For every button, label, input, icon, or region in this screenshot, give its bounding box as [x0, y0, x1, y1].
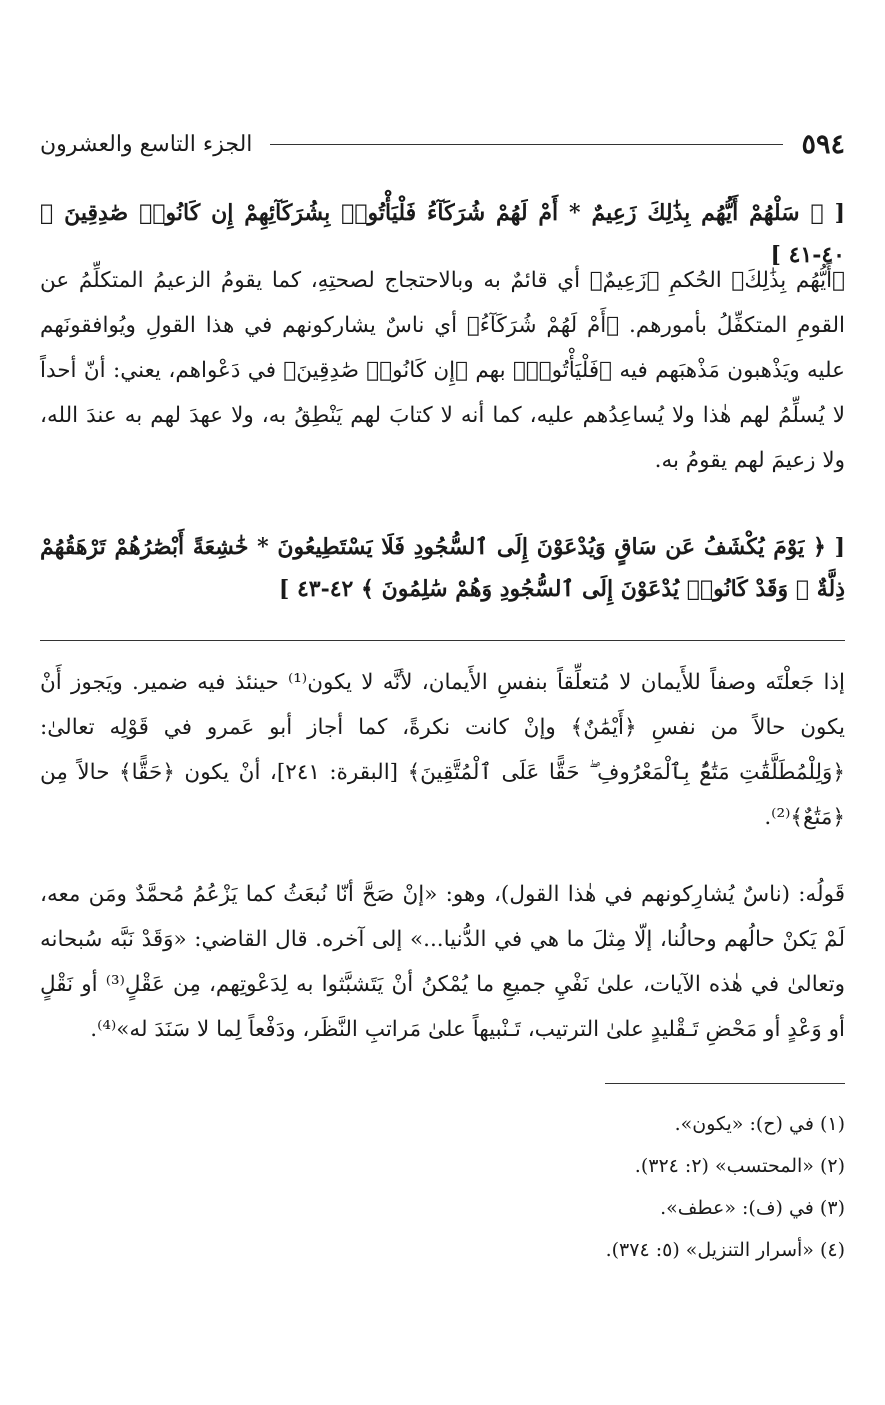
footnote-2: (٢) «المحتسب» (٢: ٣٢٤).: [634, 1155, 845, 1177]
page-number: ٥٩٤: [801, 128, 845, 160]
section-divider: [40, 640, 845, 641]
footnote-1: (١) في (ح): «يكون».: [674, 1113, 845, 1135]
quran-verse-40-41: [ ﴿ سَلْهُمْ أَيُّهُم بِذَٰلِكَ زَعِيمٌ * أَمْ لَهُمْ شُرَكَآءُ فَلْيَأْتُوا۟ بِشُرَكَآئِهِمْ إِن كَانُوا۟ صَٰدِقِينَ ﴾ ٤٠-٤١ ]: [40, 200, 845, 268]
page-header: [40, 124, 845, 164]
book-page: [40, 0, 845, 1405]
footnote-rule: [605, 1083, 845, 1084]
header-rule: [270, 144, 783, 145]
commentary-paragraph: ﴿أَيُّهُم بِذَٰلِكَ﴾ الحُكمِ ﴿زَعِيمٌ﴾ أي قائمٌ به وبالاحتجاج لصحتِهِ، كما يقومُ الزعيمُ المتكلِّمُ عن القومِ المتكفِّلُ بأمورهم. ﴿أَمْ لَهُمْ شُرَكَآءُ﴾ أي ناسٌ يشاركونهم في هذا القولِ ويُوافقونَهم عليه ويَذْهبون مَذْهبَهم فيه ﴿فَلْيَأْتُوا۟﴾ بهم ﴿إِن كَانُوا۟ صَٰدِقِينَ﴾ في دَعْواهم، يعني: أنّ أحداً لا يُسلِّمُ لهم هٰذا ولا يُساعِدُهم عليه، كما أنه لا كتابَ لهم يَنْطِقُ به، ولا عهدَ لهم به عندَ الله، ولا زعيمَ لهم يقومُ به.: [40, 268, 845, 473]
hashiya-paragraph-2: قَولُه: (ناسٌ يُشارِكونهم في هٰذا القول)، وهو: «إنْ صَحَّ أنّا نُبعَثُ كما يَزْعُمُ مُحمَّدٌ ومَن معه، لَمْ يَكنْ حالُهم وحالُنا، إلّا مِثلَ ما هي في الدُّنيا...» إلى آخره. قال القاضي: «وَقَدْ نَبَّه سُبحانه وتعالىٰ في هٰذه الآيات، علىٰ نَفْيِ جميعِ ما يُمْكنُ أنْ يَتَشبَّثوا به لِدَعْوتِهم، مِن عَقْلٍ⁽³⁾ أو نَقْلٍ أو وَعْدٍ أو مَحْضِ تَـقْليدٍ علىٰ الترتيب، تَـنْبيهاً علىٰ مَراتبِ النَّظَر، ودَفْعاً لِما لا سَنَدَ له»⁽⁴⁾.: [40, 882, 845, 1042]
running-title: الجزء التاسع والعشرون: [40, 131, 253, 157]
footnote-3: (٣) في (ف): «عطف».: [660, 1197, 845, 1219]
hashiya-paragraph-1: إذا جَعلْتَه وصفاً للأَيمان لا مُتعلِّقاً بنفسِ الأَيمان، لأنَّه لا يكون⁽¹⁾ حينئذ فيه ضمير. ويَجوز أَنْ يكون حالاً من نفسِ ﴿أَيْمَٰنٌ﴾ وإنْ كانت نكرةً، كما أجاز أبو عَمرو في قَوْلِه تعالىٰ: ﴿وَلِلْمُطَلَّقَٰتِ مَتَٰعٌۢ بِٱلْمَعْرُوفِ ۖ حَقًّا عَلَى ٱلْمُتَّقِينَ﴾ [البقرة: ٢٤١]، أنْ يكون ﴿حَقًّا﴾ حالاً مِن ﴿مَتَٰعٌ﴾⁽²⁾.: [40, 670, 845, 830]
quran-verse-42-43: [ ﴿ يَوْمَ يُكْشَفُ عَن سَاقٍ وَيُدْعَوْنَ إِلَى ٱلسُّجُودِ فَلَا يَسْتَطِيعُونَ * خَٰشِعَةً أَبْصَٰرُهُمْ تَرْهَقُهُمْ ذِلَّةٌ ۖ وَقَدْ كَانُوا۟ يُدْعَوْنَ إِلَى ٱلسُّجُودِ وَهُمْ سَٰلِمُونَ ﴾ ٤٢-٤٣ ]: [40, 534, 845, 602]
footnote-4: (٤) «أسرار التنزيل» (٥: ٣٧٤).: [605, 1239, 845, 1261]
